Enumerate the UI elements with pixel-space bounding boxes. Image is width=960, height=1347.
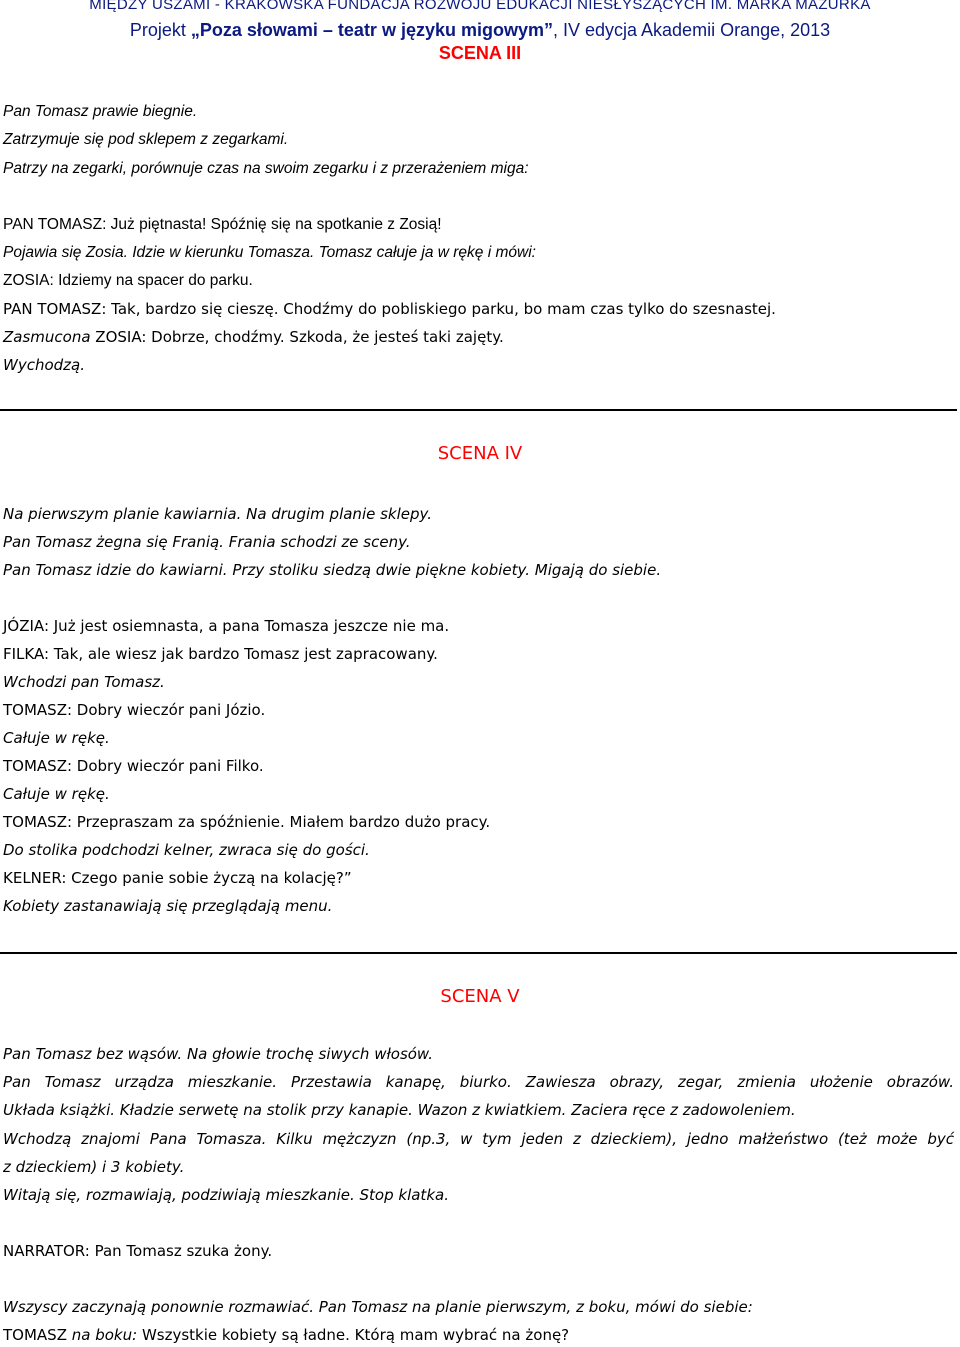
stage-direction: Wchodzą znajomi Pana Tomasza. Kilku mężczyzn (np.3, w tym jeden z dzieckiem), jedno małżeństwo (też może być [3,1130,954,1148]
header-project [0,19,960,41]
dialogue-text: : Pan Tomasz szuka żony. [84,1242,273,1260]
dialogue-text: : Idziemy na spacer do parku. [49,272,253,289]
dialogue-text: Wszystkie kobiety są ładne. Którą mam wybrać na żonę? [137,1326,570,1344]
stage-direction: Zatrzymuje się pod sklepem z zegarkami. [3,131,289,148]
dialogue-text: : Czego panie sobie życzą na kolację?” [61,869,352,887]
stage-direction: Witają się, rozmawiają, podziwiają mieszkanie. Stop klatka. [3,1186,449,1204]
stage-direction: Patrzy na zegarki, porównuje czas na swoim zegarku i z przerażeniem miga: [3,160,529,177]
stage-direction: Wszyscy zaczynają ponownie rozmawiać. Pan Tomasz na planie pierwszym, z boku, mówi do siebie: [3,1298,753,1316]
stage-direction: Układa książki. Kładzie serwetę na stolik przy kanapie. Wazon z kwiatkiem. Zaciera ręce z zadowoleniem. [3,1101,796,1119]
stage-direction: Na pierwszym planie kawiarnia. Na drugim planie sklepy. [3,505,433,523]
speaker-name: TOMASZ [3,813,67,831]
stage-direction: Wychodzą. [3,356,85,374]
dialogue-line [3,1242,272,1260]
dialogue-line [3,617,449,635]
dialogue-text: : Dobry wieczór pani Filko. [66,757,264,775]
speaker-name: ZOSIA [3,272,50,289]
speaker-name: KELNER [3,869,62,887]
stage-direction: Pan Tomasz żegna się Franią. Frania schodzi ze sceny. [3,533,411,551]
speaker-name: FILKA [3,645,44,663]
scene-5-title: SCENA V [440,986,520,1007]
dialogue-line [3,757,264,775]
speaker-name: NARRATOR [3,1242,85,1260]
dialogue-line [3,216,442,234]
dialogue-text: : Tak, bardzo się cieszę. Chodźmy do pobliskiego parku, bo mam czas tylko do szesnastej. [101,300,776,318]
header-project-prefix: Projekt [129,20,191,40]
stage-direction: Pojawia się Zosia. Idzie w kierunku Tomasza. Tomasz całuje ja w rękę i mówi: [3,244,536,261]
stage-direction: z dzieckiem) i 3 kobiety. [3,1158,185,1176]
speaker-name: PAN TOMASZ [3,216,103,233]
speaker-name: TOMASZ [3,701,67,719]
header-foundation: MIĘDZY USZAMI - KRAKOWSKA FUNDACJA ROZWOJU EDUKACJI NIESŁYSZĄCYCH IM. MARKA MAZURKA [89,0,871,13]
dialogue-line [3,645,438,663]
stage-direction: Kobiety zastanawiają się przeglądają menu. [3,897,333,915]
stage-direction: Pan Tomasz idzie do kawiarni. Przy stoliku siedzą dwie piękne kobiety. Migają do siebie. [3,561,662,579]
stage-direction: Pan Tomasz prawie biegnie. [3,103,198,120]
scene-4-title: SCENA IV [437,443,523,464]
stage-direction: Zasmucona [3,328,96,346]
speaker-name: PAN TOMASZ [3,300,102,318]
speaker-name: TOMASZ [3,1326,67,1344]
dialogue-line [3,701,265,719]
dialogue-text: : Już piętnasta! Spóźnię się na spotkanie z Zosią! [102,216,442,233]
speaker-name: ZOSIA [95,328,142,346]
divider [0,409,957,411]
dialogue-line [3,328,504,346]
stage-direction: Wchodzi pan Tomasz. [3,673,165,691]
dialogue-line [3,869,352,887]
scene-3-title: SCENA III [438,43,522,63]
stage-direction: Całuje w rękę. [3,785,110,803]
dialogue-text: : Już jest osiemnasta, a pana Tomasza jeszcze nie ma. [43,617,450,635]
stage-direction: Pan Tomasz urządza mieszkanie. Przestawia kanapę, biurko. Zawiesza obrazy, zegar, zmienia ułożenie obrazów. [3,1073,954,1091]
stage-direction: Całuje w rękę. [3,729,110,747]
stage-direction: na boku: [66,1326,138,1344]
dialogue-line [3,300,776,318]
divider [0,952,957,954]
dialogue-text: : Dobry wieczór pani Józio. [66,701,266,719]
dialogue-line [3,813,490,831]
header-project-suffix: , IV edycja Akademii Orange, 2013 [552,20,831,40]
dialogue-text: : Przepraszam za spóźnienie. Miałem bardzo dużo pracy. [66,813,491,831]
stage-direction: Do stolika podchodzi kelner, zwraca się do gości. [3,841,370,859]
dialogue-text: : Tak, ale wiesz jak bardzo Tomasz jest zapracowany. [43,645,438,663]
dialogue-line [3,1326,569,1344]
header-project-title: „Poza słowami – teatr w języku migowym” [190,20,553,40]
dialogue-line [3,272,253,290]
speaker-name: JÓZIA [3,617,44,635]
dialogue-text: : Dobrze, chodźmy. Szkoda, że jesteś taki zajęty. [141,328,504,346]
speaker-name: TOMASZ [3,757,67,775]
stage-direction: Pan Tomasz bez wąsów. Na głowie trochę siwych włosów. [3,1045,434,1063]
